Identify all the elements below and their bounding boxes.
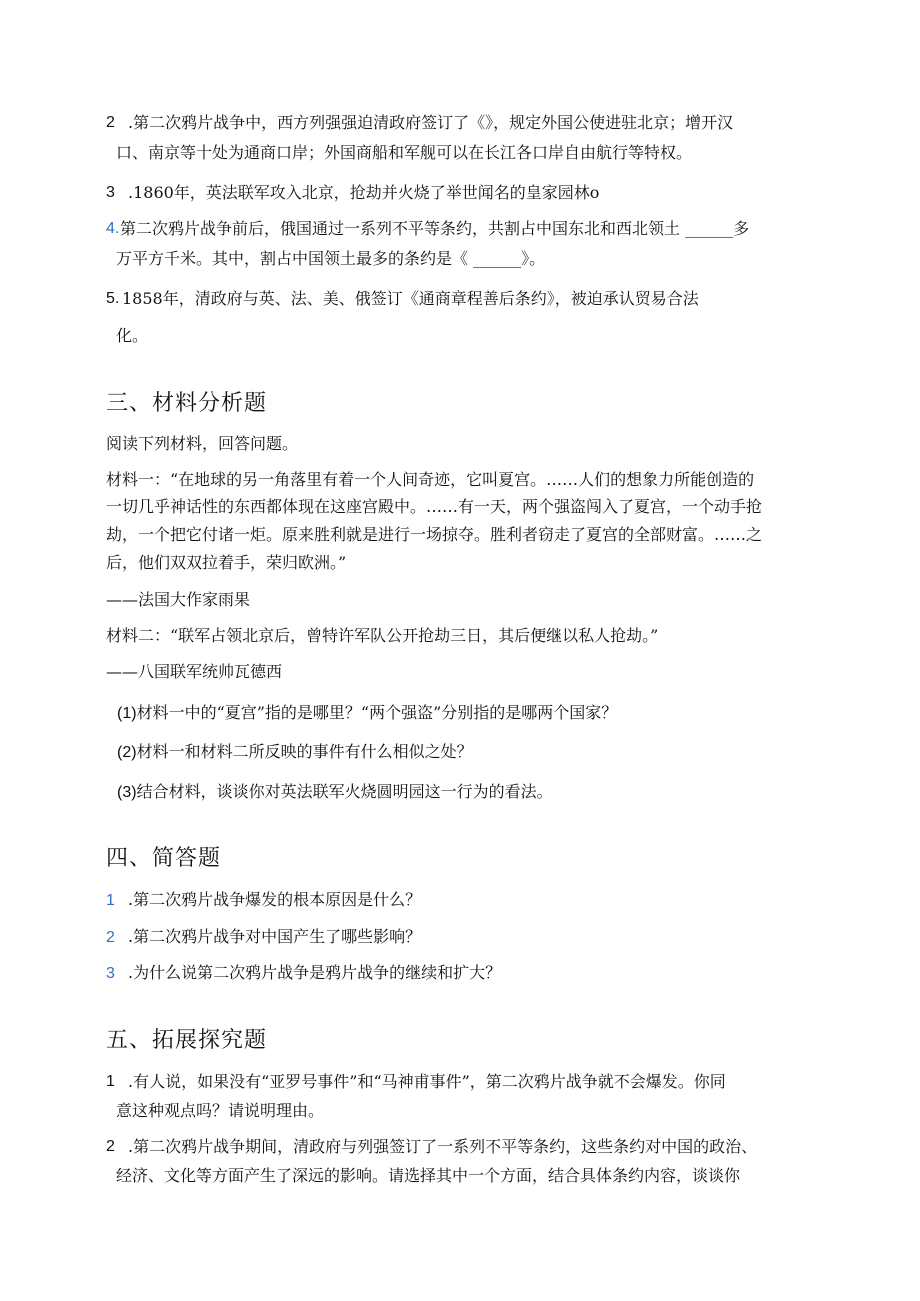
sub-question-number: (2) bbox=[117, 744, 137, 761]
item-number: 3 bbox=[106, 965, 115, 982]
short-answer-item-2 bbox=[106, 927, 421, 948]
section-intro: 阅读下列材料，回答问题。 bbox=[106, 434, 299, 453]
section-heading-material-analysis: 三、材料分析题 bbox=[106, 391, 268, 416]
item-number: 2 bbox=[106, 929, 115, 946]
item-number: 1 bbox=[106, 1073, 115, 1090]
short-answer-item-3 bbox=[106, 963, 501, 984]
material-2-source: ——八国联军统帅瓦德西 bbox=[106, 662, 283, 681]
section-heading-short-answer: 四、简答题 bbox=[106, 846, 222, 871]
item-text-line: .第二次鸦片战争期间，清政府与列强签订了一系列不平等条约，这些条约对中国的政治、 bbox=[128, 1137, 758, 1156]
item-number: 4. bbox=[106, 220, 120, 237]
item-text-line: 口、南京等十处为通商口岸；外国商船和军舰可以在长江各口岸自由航行等特权。 bbox=[116, 143, 693, 162]
item-text-line: 万平方千米。其中，割占中国领土最多的条约是《 ______》。 bbox=[116, 249, 546, 268]
item-text: .第二次鸦片战争对中国产生了哪些影响？ bbox=[128, 927, 422, 946]
item-text-line: .有人说，如果没有“亚罗号事件”和“马神甫事件”，第二次鸦片战争就不会爆发。你同 bbox=[128, 1072, 726, 1091]
item-number: 3 bbox=[106, 184, 115, 201]
item-text-line: 第二次鸦片战争前后，俄国通过一系列不平等条约，共割占中国东北和西北领土 ______多 bbox=[120, 219, 750, 238]
material-1-line: 劫，一个把它付诸一炬。原来胜利就是进行一场掠夺。胜利者窃走了夏宫的全部财富。……之 bbox=[106, 525, 763, 544]
item-text-line: 经济、文化等方面产生了深远的影响。请选择其中一个方面，结合具体条约内容，谈谈你 bbox=[116, 1166, 741, 1185]
material-1-line: 材料一：“在地球的另一角落里有着一个人间奇迹，它叫夏宫。……人们的想象力所能创造的 bbox=[106, 470, 755, 489]
item-number: 5. bbox=[106, 290, 120, 307]
item-text: .第二次鸦片战争爆发的根本原因是什么？ bbox=[128, 890, 422, 909]
material-1-source: ——法国大作家雨果 bbox=[106, 590, 251, 609]
sub-question-2 bbox=[117, 742, 473, 763]
material-2-text: 材料二：“联军占领北京后，曾特许军队公开抢劫三日，其后便继以私人抢劫。” bbox=[106, 626, 659, 645]
item-number: 2 bbox=[106, 114, 115, 131]
item-text-line: 化。 bbox=[116, 326, 149, 345]
item-text-line: .第二次鸦片战争中，西方列强强迫清政府签订了《》，规定外国公使进驻北京；增开汉 bbox=[128, 113, 734, 132]
sub-question-number: (1) bbox=[117, 705, 137, 722]
item-text-line: 1858年，清政府与英、法、美、俄签订《通商章程善后条约》，被迫承认贸易合法 bbox=[122, 289, 699, 308]
short-answer-item-1 bbox=[106, 890, 421, 911]
sub-question-number: (3) bbox=[117, 784, 137, 801]
sub-question-text: 材料一中的“夏宫”指的是哪里？“两个强盗”分别指的是哪两个国家？ bbox=[136, 703, 618, 722]
material-1-line: 后，他们双双拉着手，荣归欧洲。” bbox=[106, 553, 347, 572]
item-number: 2 bbox=[106, 1138, 115, 1155]
sub-question-1 bbox=[117, 703, 617, 724]
sub-question-3 bbox=[117, 782, 553, 803]
item-number: 1 bbox=[106, 892, 115, 909]
sub-question-text: 结合材料，谈谈你对英法联军火烧圆明园这一行为的看法。 bbox=[136, 782, 553, 801]
section-heading-extended-inquiry: 五、拓展探究题 bbox=[106, 1028, 268, 1053]
item-text: .为什么说第二次鸦片战争是鸦片战争的继续和扩大？ bbox=[128, 963, 502, 982]
item-text-line: .1860年，英法联军攻入北京，抢劫并火烧了举世闻名的皇家园林o bbox=[128, 183, 600, 202]
sub-question-text: 材料一和材料二所反映的事件有什么相似之处？ bbox=[136, 742, 473, 761]
material-1-line: 一切几乎神话性的东西都体现在这座宫殿中。……有一天，两个强盗闯入了夏宫，一个动手抢 bbox=[106, 497, 763, 516]
item-text-line: 意这种观点吗？请说明理由。 bbox=[116, 1101, 325, 1120]
